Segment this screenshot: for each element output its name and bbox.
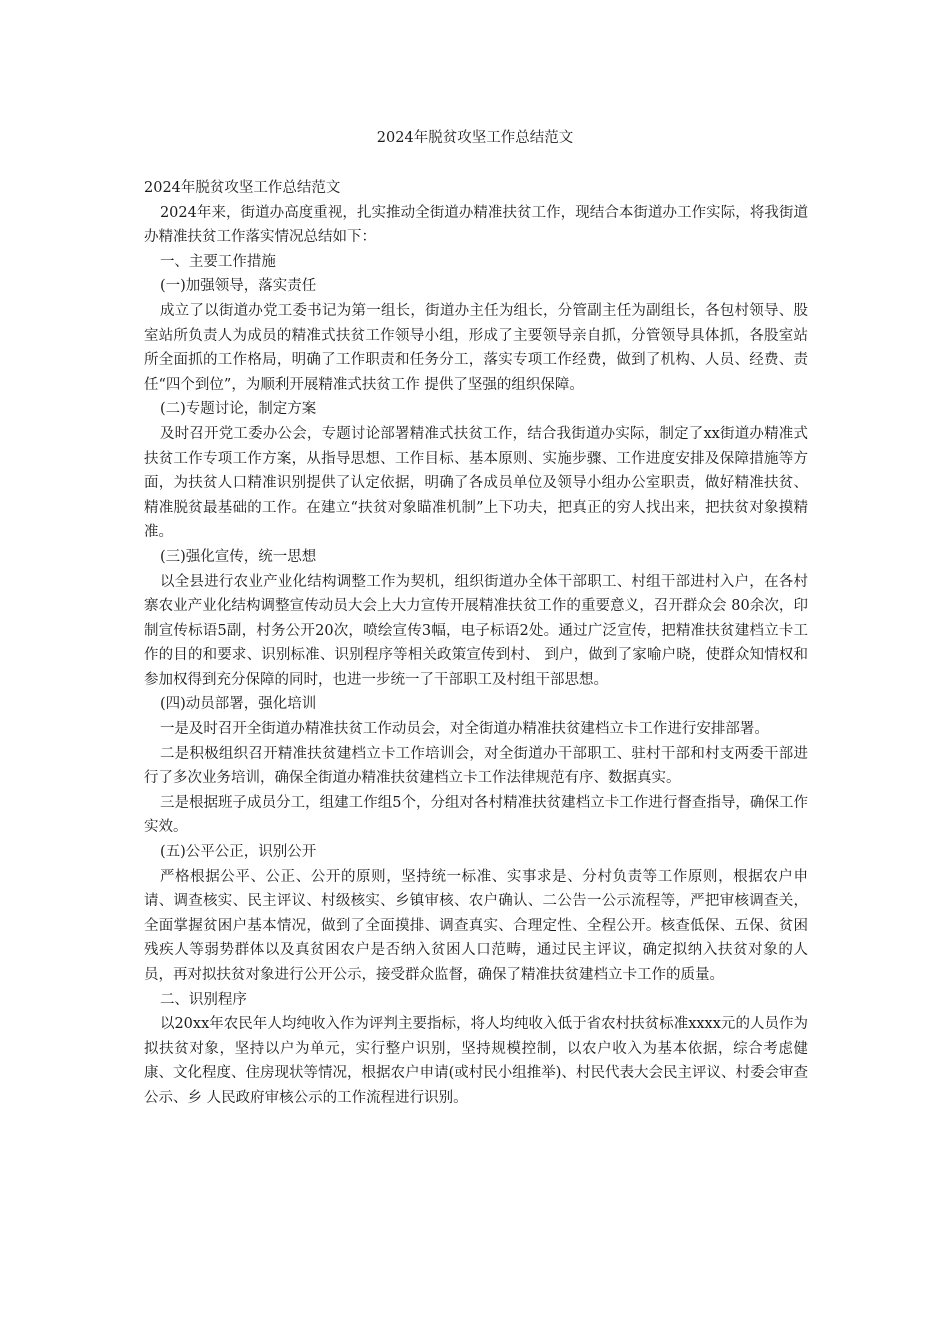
paragraph: 及时召开党工委办公会，专题讨论部署精准式扶贫工作，结合我街道办实际，制定了xx街道办精准式扶贫工作专项工作方案，从指导思想、工作目标、基本原则、实施步骤、工作进度安排及保障措施等方面，为扶贫人口精准识别提供了认定依据，明确了各成员单位及领导小组办公室职责，做好精准扶贫、精准脱贫最基础的工作。在建立“扶贫对象瞄准机制”上下功夫，把真正的穷人找出来，把扶贫对象摸精准。 [144,425,808,541]
subsection-heading: (二)专题讨论，制定方案 [159,401,317,418]
paragraph: 2024年来，街道办高度重视，扎实推动全街道办精准扶贫工作，现结合本街道办工作实际，将我街道办精准扶贫工作落实情况总结如下： [144,204,808,246]
paragraph: 以全县进行农业产业化结构调整工作为契机，组织街道办全体干部职工、村组干部进村入户，在各村寨农业产业化结构调整宣传动员大会上大力宣传开展精准扶贫工作的重要意义，召开群众会 80余次，印制宣传标语5副，村务公开20次，喷绘宣传3幅，电子标语2处。通过广泛宣传，把精准扶贫建档立卡工作的目的和要求、识别标准、识别程序等相关政策宣传到村、 到户，做到了家喻户晓，使群众知情权和参加权得到充分保障的同时，也进一步统一了干部职工及村组干部思想。 [144,573,808,688]
subsection-heading: (四)动员部署，强化培训 [159,696,317,713]
section-heading: 一、主要工作措施 [159,253,276,270]
paragraph: 2024年脱贫攻坚工作总结范文 [144,180,341,196]
paragraph: 成立了以街道办党工委书记为第一组长，街道办主任为组长，分管副主任为副组长，各包村领导、股室站所负责人为成员的精准式扶贫工作领导小组，形成了主要领导亲自抓，分管领导具体抓，各股室站所全面抓的工作格局，明确了工作职责和任务分工，落实专项工作经费，做到了机构、人员、经费、责任“四个到位”，为顺利开展精准式扶贫工作 提供了坚强的组织保障。 [144,302,808,393]
paragraph: 一是及时召开全街道办精准扶贫工作动员会，对全街道办精准扶贫建档立卡工作进行安排部署。 [159,721,769,738]
paragraph: 三是根据班子成员分工，组建工作组5个，分组对各村精准扶贫建档立卡工作进行督查指导，确保工作实效。 [144,794,808,836]
document-body [144,176,808,1111]
paragraph: 以20xx年农民年人均纯收入作为评判主要指标，将人均纯收入低于省农村扶贫标准xxxx元的人员作为拟扶贫对象，坚持以户为单元，实行整户识别，坚持规模控制，以农户收入为基本依据，综合考虑健康、文化程度、住房现状等情况，根据农户申请(或村民小组推举)、村民代表大会民主评议、村委会审查公示、乡 人民政府审核公示的工作流程进行识别。 [144,1016,808,1106]
paragraph: 严格根据公平、公正、公开的原则，坚持统一标准、实事求是、分村负责等工作原则，根据农户申请、调查核实、民主评议、村级核实、乡镇审核、农户确认、二公告一公示流程等，严把审核调查关，全面掌握贫困户基本情况，做到了全面摸排、调查真实、合理定性、全程公开。核查低保、五保、贫困残疾人等弱势群体以及真贫困农户是否纳入贫困人口范畴，通过民主评议，确定拟纳入扶贫对象的人员，再对拟扶贫对象进行公开公示，接受群众监督，确保了精准扶贫建档立卡工作的质量。 [144,868,808,983]
paragraph: 二是积极组织召开精准扶贫建档立卡工作培训会，对全街道办干部职工、驻村干部和村支两委干部进行了多次业务培训，确保全街道办精准扶贫建档立卡工作法律规范有序、数据真实。 [144,745,808,787]
subsection-heading: (五)公平公正，识别公开 [159,844,317,861]
page-title: 2024年脱贫攻坚工作总结范文 [376,130,574,146]
subsection-heading: (三)强化宣传，统一思想 [159,548,317,565]
subsection-heading: (一)加强领导，落实责任 [159,278,317,295]
section-heading: 二、识别程序 [159,991,247,1008]
